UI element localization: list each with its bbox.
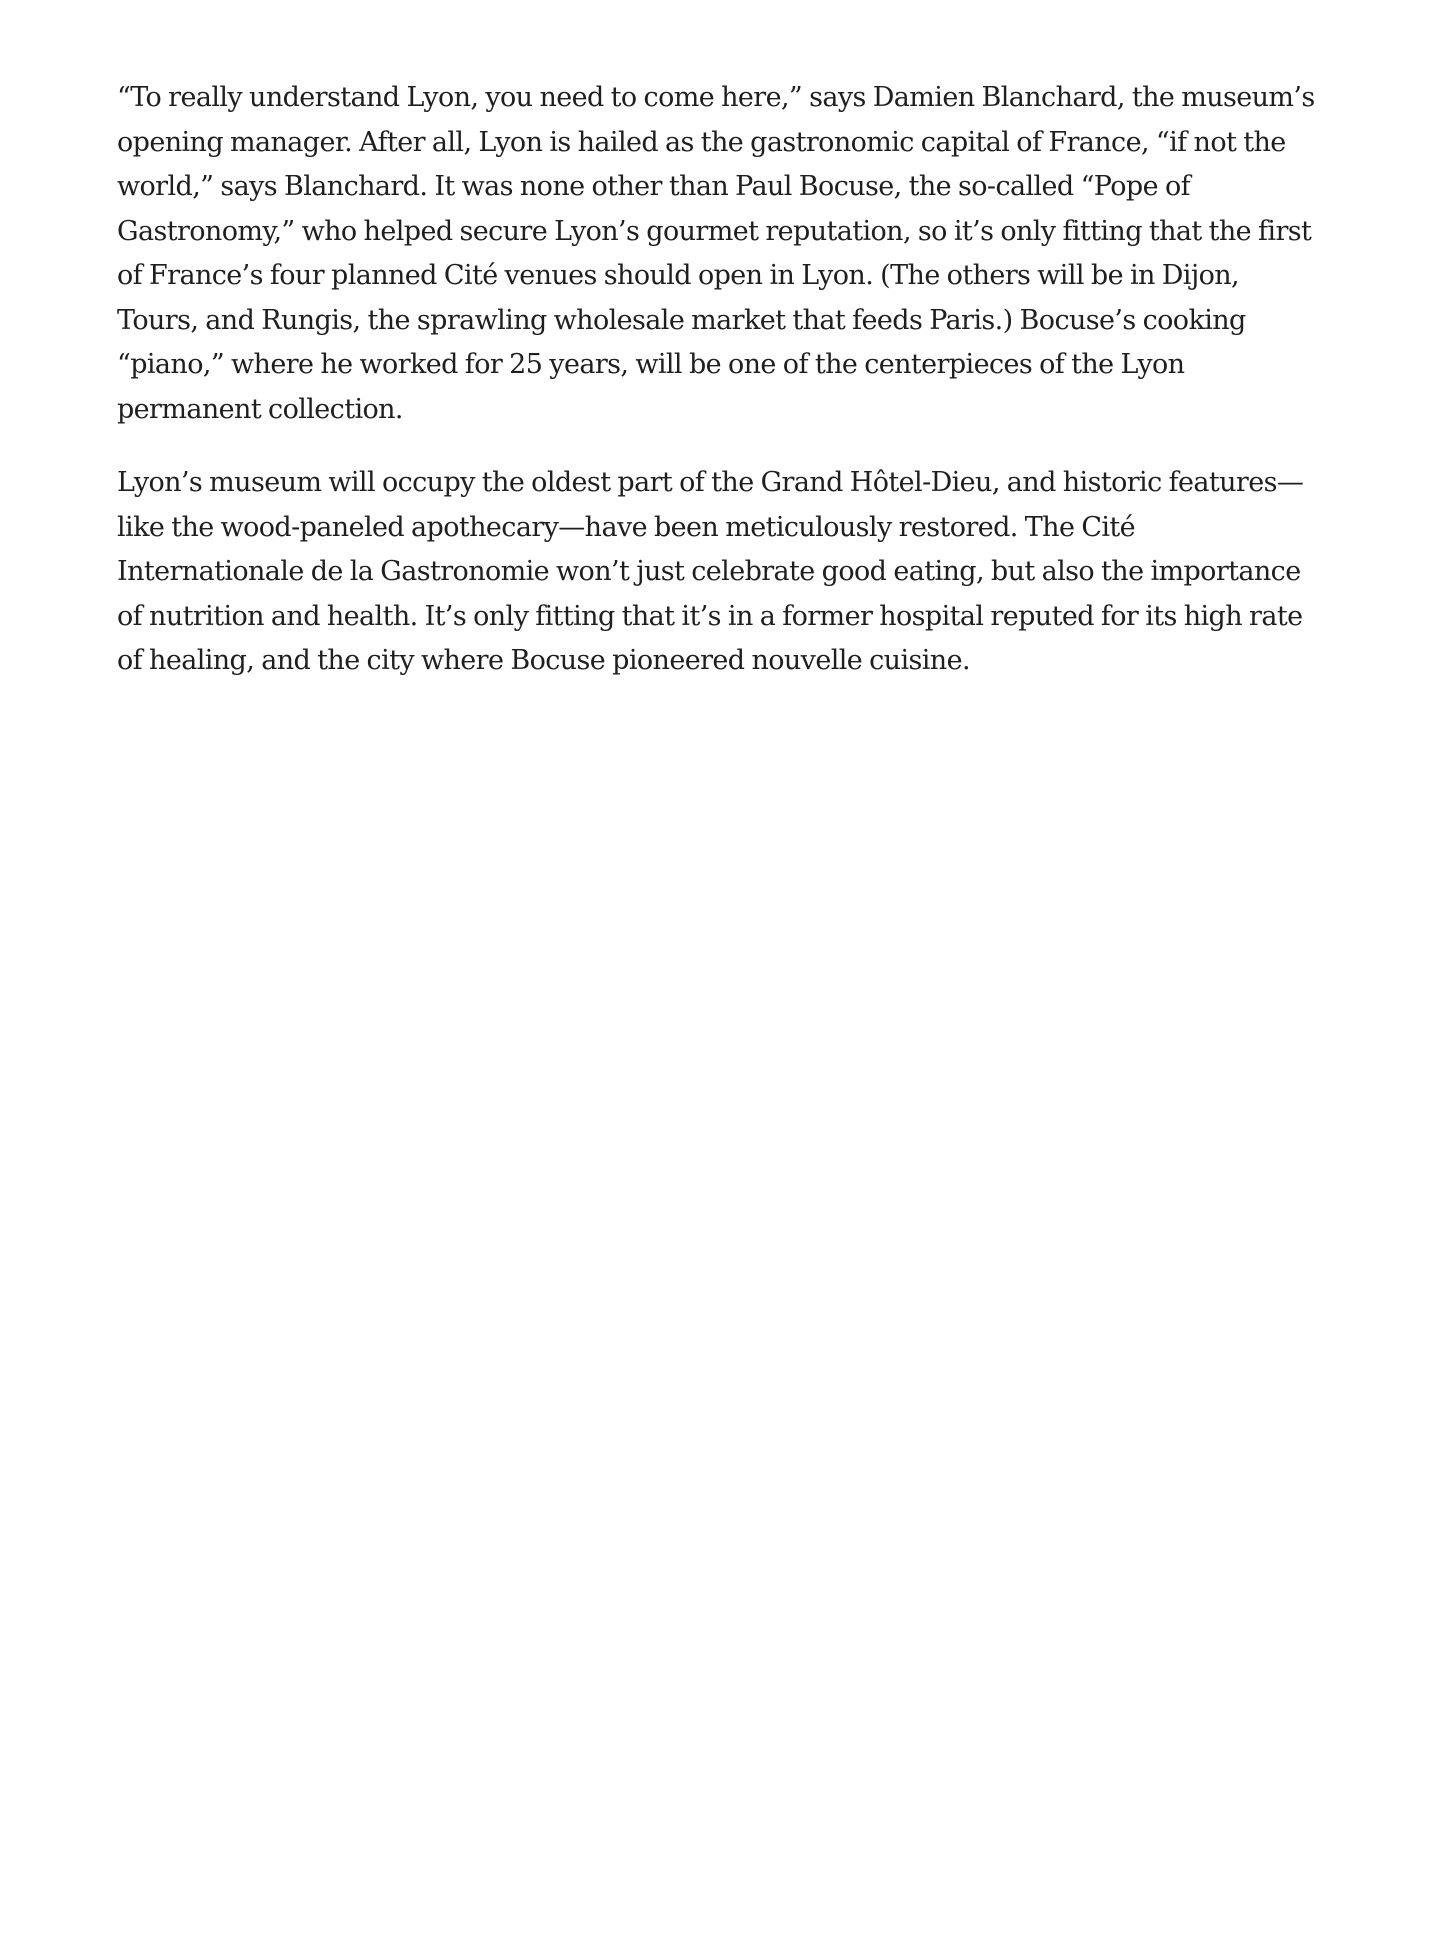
article-paragraph-2: Lyon’s museum will occupy the oldest part of the Grand Hôtel-Dieu, and historic features—like the wood-paneled apothecary—have been meticulously restored. The Cité Internationale de la Gastronomie won’t just celebrate good eating, but also the importance of nutrition and health. It’s only fitting that it’s in a former hospital reputed for its high rate of healing, and the city where Bocuse pioneered nouvelle cuisine. [117, 467, 1304, 676]
article-body [117, 76, 1317, 713]
article-paragraph-1: “To really understand Lyon, you need to come here,” says Damien Blanchard, the museum’s opening manager. After all, Lyon is hailed as the gastronomic capital of France, “if not the world,” says Blanchard. It was none other than Paul Bocuse, the so-called “Pope of Gastronomy,” who helped secure Lyon’s gourmet reputation, so it’s only fitting that the first of France’s four planned Cité venues should open in Lyon. (The others will be in Dijon, Tours, and Rungis, the sprawling wholesale market that feeds Paris.) Bocuse’s cooking “piano,” where he worked for 25 years, will be one of the centerpieces of the Lyon permanent collection. [117, 82, 1315, 425]
